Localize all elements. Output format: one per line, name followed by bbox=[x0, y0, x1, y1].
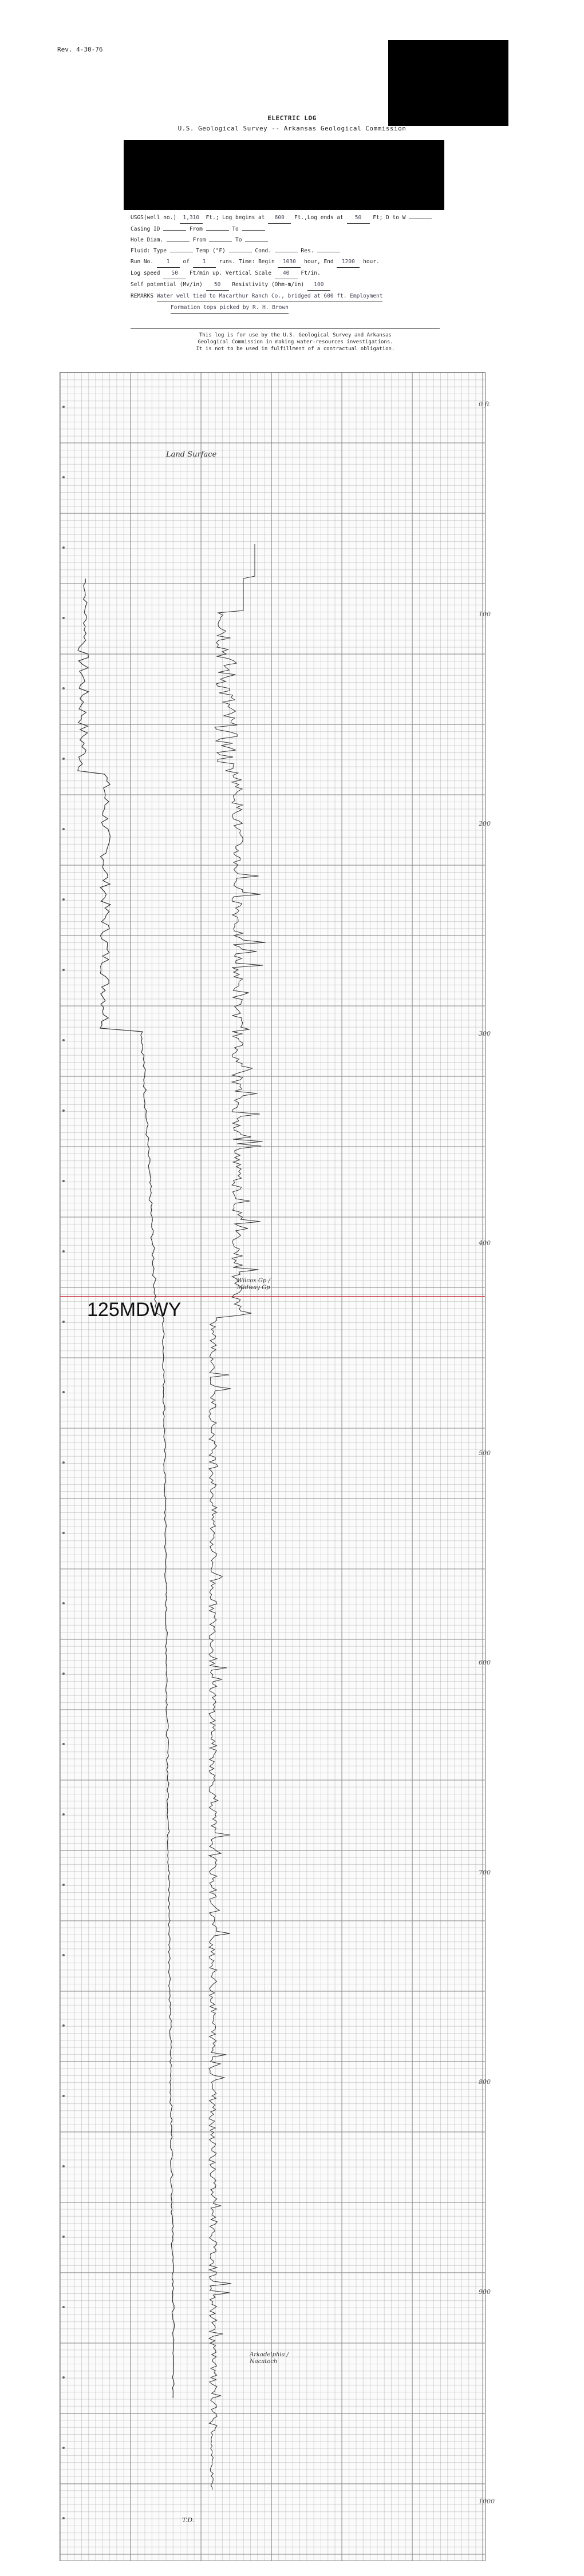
margin-dot bbox=[62, 1954, 65, 1956]
margin-dot bbox=[62, 1321, 65, 1323]
revision-date: Rev. 4-30-76 bbox=[57, 46, 103, 53]
log-ends-label: Ft.,Log ends at bbox=[294, 215, 344, 221]
margin-dot bbox=[62, 1461, 65, 1464]
log-title: ELECTRIC LOG bbox=[267, 114, 317, 122]
depth-label-400: 400 bbox=[479, 1239, 491, 1247]
sp-label: Self potential (Mv/in) bbox=[131, 282, 203, 288]
margin-dot bbox=[62, 1109, 65, 1112]
margin-dot bbox=[62, 687, 65, 689]
log-traces bbox=[60, 372, 485, 2561]
depth-label-300: 300 bbox=[479, 1030, 491, 1037]
begin-value: 1030 bbox=[278, 257, 301, 268]
sp-trace bbox=[78, 578, 175, 2398]
end-label: hour, End bbox=[304, 259, 334, 265]
notice-line-3: It is not to be used in fulfillment of a contractual obligation. bbox=[196, 346, 395, 352]
hour-label: hour. bbox=[363, 259, 380, 265]
margin-dot bbox=[62, 2236, 65, 2238]
log-header-form bbox=[131, 213, 451, 314]
run-value: 1 bbox=[157, 257, 180, 268]
res-label: Res. bbox=[301, 248, 314, 254]
casing-to-value bbox=[242, 230, 265, 231]
casing-from-value bbox=[206, 230, 229, 231]
depth-label-100: 100 bbox=[479, 611, 491, 618]
bottom-formation-note: Arkadelphia / Nacatoch bbox=[250, 2352, 289, 2365]
total-depth-mark: T.D. bbox=[182, 2516, 195, 2524]
form-row-casing bbox=[131, 224, 451, 235]
cond-label: Cond. bbox=[255, 248, 271, 254]
elevation-label: USGS(well no.) bbox=[131, 215, 177, 221]
casing-label: Casing ID bbox=[131, 226, 160, 232]
depth-label-900: 900 bbox=[479, 2288, 491, 2296]
depth-label-500: 500 bbox=[479, 1449, 491, 1457]
casing-value bbox=[163, 230, 186, 231]
remarks-value: Water well tied to Macarthur Ranch Co., bridged at 600 ft. Employment bbox=[157, 291, 383, 302]
resist-label: Resistivity (Ohm-m/in) bbox=[232, 282, 305, 288]
margin-dot bbox=[62, 1180, 65, 1182]
header-rule bbox=[131, 328, 440, 329]
hole-diam-label: Hole Diam. bbox=[131, 237, 164, 243]
depth-label-0: 0 ft bbox=[479, 401, 490, 408]
form-row-fluid bbox=[131, 246, 451, 257]
margin-dot bbox=[62, 617, 65, 619]
runs-label: runs. Time: Begin bbox=[219, 259, 275, 265]
margin-dot bbox=[62, 2095, 65, 2097]
margin-dot bbox=[62, 1673, 65, 1675]
depth-label-700: 700 bbox=[479, 1869, 491, 1876]
sp-value: 50 bbox=[206, 280, 229, 291]
hole-from-label: From bbox=[192, 237, 206, 243]
depth-label-600: 600 bbox=[479, 1659, 491, 1666]
run-label: Run No. bbox=[131, 259, 154, 265]
margin-dot bbox=[62, 1532, 65, 1534]
of-value: 1 bbox=[193, 257, 216, 268]
depth-label-800: 800 bbox=[479, 2078, 491, 2086]
form-row-sp bbox=[131, 280, 451, 291]
of-label: of bbox=[183, 259, 190, 265]
end-value: 1200 bbox=[337, 257, 360, 268]
log-chart-grid bbox=[60, 372, 486, 2561]
depth-label-1000: 1000 bbox=[479, 2498, 495, 2505]
margin-dot bbox=[62, 2447, 65, 2449]
notice-line-2: Geological Commission in making water-resources investigations. bbox=[198, 339, 393, 345]
fluid-label: Fluid: Type bbox=[131, 248, 167, 254]
margin-dot bbox=[62, 476, 65, 478]
redaction-block-location bbox=[124, 140, 444, 210]
margin-dot bbox=[62, 1039, 65, 1041]
casing-from-label: From bbox=[189, 226, 203, 232]
form-row-hole bbox=[131, 235, 451, 246]
dtw-label: Ft; D to W bbox=[373, 215, 406, 221]
margin-dot bbox=[62, 1743, 65, 1745]
redaction-block-top bbox=[388, 40, 508, 126]
well-id-label: 125MDWY bbox=[87, 1299, 181, 1321]
form-row-elevation bbox=[131, 213, 451, 224]
log-begins-value: 600 bbox=[268, 213, 291, 224]
margin-dot bbox=[62, 406, 65, 408]
margin-dot bbox=[62, 758, 65, 760]
depth-label-200: 200 bbox=[479, 820, 491, 827]
margin-dot bbox=[62, 1602, 65, 1604]
margin-dot bbox=[62, 2306, 65, 2308]
contact-note: Wilcox Gp / Midway Gp bbox=[237, 1278, 270, 1291]
log-ends-value: 50 bbox=[347, 213, 370, 224]
remarks-value-2: Formation tops picked by R. H. Brown bbox=[171, 303, 289, 314]
form-row-speed bbox=[131, 268, 451, 280]
remarks-label: REMARKS bbox=[131, 293, 154, 299]
margin-dot bbox=[62, 2376, 65, 2379]
usage-notice bbox=[169, 332, 421, 352]
margin-dot bbox=[62, 828, 65, 830]
hole-to-label: To bbox=[235, 237, 242, 243]
temp-label: Temp (°F) bbox=[196, 248, 226, 254]
ftin-label: Ft/in. bbox=[301, 270, 321, 276]
margin-dot bbox=[62, 2024, 65, 2027]
margin-dot bbox=[62, 2517, 65, 2519]
form-row-remarks bbox=[131, 291, 451, 303]
margin-dot bbox=[62, 1391, 65, 1393]
notice-line-1: This log is for use by the U.S. Geological Survey and Arkansas bbox=[199, 332, 392, 338]
margin-dot bbox=[62, 1884, 65, 1886]
margin-dot bbox=[62, 546, 65, 549]
margin-dot bbox=[62, 1813, 65, 1816]
margin-dot bbox=[62, 969, 65, 971]
log-subtitle: U.S. Geological Survey -- Arkansas Geological Commission bbox=[177, 125, 407, 132]
speed-label: Log speed bbox=[131, 270, 160, 276]
speed-value: 50 bbox=[163, 268, 186, 279]
margin-dot bbox=[62, 1250, 65, 1253]
form-row-run bbox=[131, 257, 451, 268]
margin-dot bbox=[62, 898, 65, 901]
log-begins-label: Ft.; Log begins at bbox=[206, 215, 265, 221]
elevation-value: 1,310 bbox=[180, 213, 203, 224]
land-surface-note: Land Surface bbox=[166, 450, 217, 459]
margin-dot bbox=[62, 2165, 65, 2167]
casing-to-label: To bbox=[232, 226, 239, 232]
resistivity-trace bbox=[209, 544, 266, 2490]
scale-value: 40 bbox=[275, 268, 298, 279]
form-row-remarks-2 bbox=[131, 303, 451, 314]
fpm-label: Ft/min up. Vertical Scale bbox=[189, 270, 271, 276]
resist-value: 100 bbox=[307, 280, 330, 291]
